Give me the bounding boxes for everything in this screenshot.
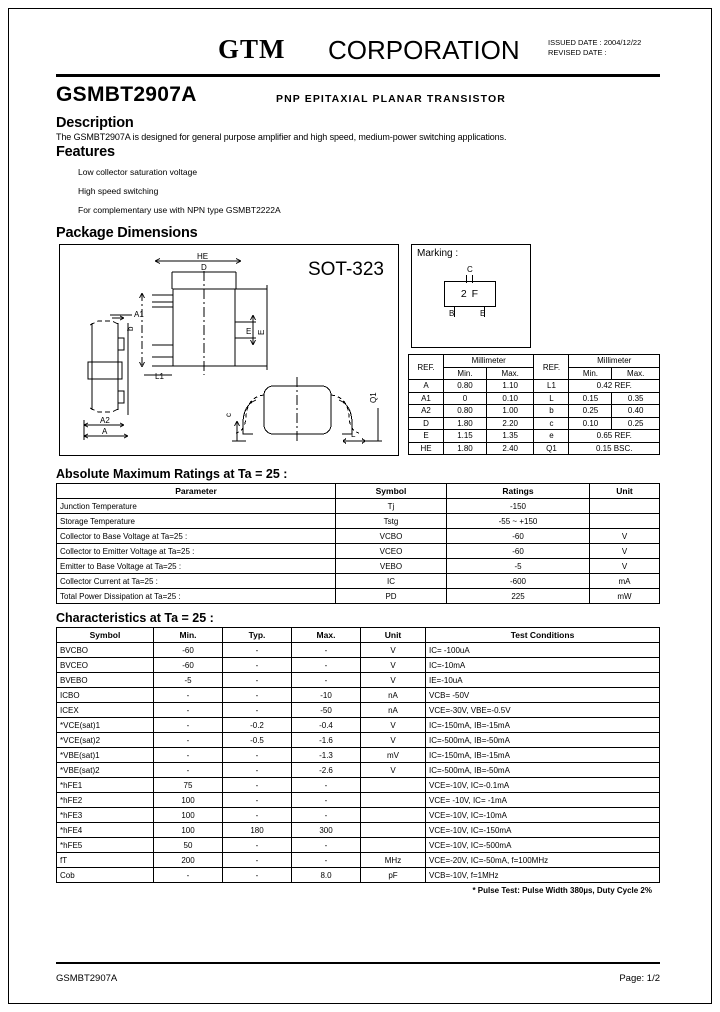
char-max: -50 <box>292 703 361 718</box>
char-min: - <box>154 748 223 763</box>
svg-text:Q1: Q1 <box>369 392 378 403</box>
dim-ref-header-left: REF. <box>409 355 444 380</box>
dim-min: 0.10 <box>569 417 612 430</box>
char-max: -1.6 <box>292 733 361 748</box>
rating-symbol: Tstg <box>336 514 447 529</box>
table-row <box>57 514 660 529</box>
char-max: -2.6 <box>292 763 361 778</box>
dim-max: 0.10 <box>486 392 534 405</box>
char-max: 300 <box>292 823 361 838</box>
rating-symbol: PD <box>336 589 447 604</box>
char-max: - <box>292 778 361 793</box>
table-row <box>57 658 660 673</box>
dim-min-header-right: Min. <box>569 367 612 380</box>
rating-symbol: IC <box>336 574 447 589</box>
footer-page-number: Page: 1/2 <box>619 973 660 984</box>
char-max: -10 <box>292 688 361 703</box>
rating-unit: V <box>590 559 660 574</box>
char-unit <box>361 778 426 793</box>
dim-ref: A <box>409 380 444 393</box>
column-header-unit: Unit <box>361 628 426 643</box>
dim-max: 2.20 <box>486 417 534 430</box>
column-header-symbol: Symbol <box>57 628 154 643</box>
char-typ: 180 <box>223 823 292 838</box>
svg-text:A: A <box>102 427 108 436</box>
rating-symbol: VEBO <box>336 559 447 574</box>
dim-min: 1.15 <box>444 430 487 443</box>
table-row <box>57 688 660 703</box>
dim-max: 0.35 <box>612 392 660 405</box>
dim-ref: A1 <box>409 392 444 405</box>
char-test-condition: IC=-150mA, IB=-15mA <box>426 748 660 763</box>
device-subtitle: PNP EPITAXIAL PLANAR TRANSISTOR <box>276 93 506 105</box>
dim-unit-header-left: Millimeter <box>444 355 534 368</box>
char-min: 100 <box>154 808 223 823</box>
char-test-condition: VCE=-10V, IC=-150mA <box>426 823 660 838</box>
column-header-max: Max. <box>292 628 361 643</box>
dim-min: 0 <box>444 392 487 405</box>
char-symbol: *VCE(sat)2 <box>57 733 154 748</box>
dim-min: 1.80 <box>444 442 487 455</box>
rating-parameter: Collector to Emitter Voltage at Ta=25 : <box>57 544 336 559</box>
table-row <box>57 673 660 688</box>
rating-unit: mA <box>590 574 660 589</box>
char-test-condition: VCB= -50V <box>426 688 660 703</box>
column-header-symbol: Symbol <box>336 484 447 499</box>
svg-text:b: b <box>126 326 135 331</box>
absolute-maximum-ratings-table <box>56 483 660 604</box>
rating-value: -600 <box>447 574 590 589</box>
char-min: - <box>154 868 223 883</box>
company-logo-text: GTM <box>218 34 286 64</box>
feature-item: Low collector saturation voltage <box>78 167 198 177</box>
char-test-condition: VCE=-10V, IC=-10mA <box>426 808 660 823</box>
table-header-row <box>57 484 660 499</box>
svg-text:E: E <box>246 327 252 336</box>
table-row <box>57 499 660 514</box>
char-min: -60 <box>154 643 223 658</box>
dim-min: 0.15 <box>569 392 612 405</box>
rating-unit: mW <box>590 589 660 604</box>
char-min: - <box>154 718 223 733</box>
char-test-condition: VCE=-10V, IC=-500mA <box>426 838 660 853</box>
table-row <box>57 718 660 733</box>
table-row <box>57 778 660 793</box>
table-row <box>409 392 660 405</box>
revised-date: REVISED DATE : <box>548 48 607 57</box>
rating-value: -60 <box>447 544 590 559</box>
pin-label-collector: C <box>467 265 473 274</box>
page-footer <box>56 973 660 984</box>
dim-ref-header-right: REF. <box>534 355 569 380</box>
rating-symbol: Tj <box>336 499 447 514</box>
char-unit <box>361 838 426 853</box>
char-symbol: *VCE(sat)1 <box>57 718 154 733</box>
pulse-test-note: * Pulse Test: Pulse Width 380µs, Duty Cycle 2% <box>472 886 652 895</box>
rating-parameter: Collector Current at Ta=25 : <box>57 574 336 589</box>
table-row <box>409 430 660 443</box>
char-test-condition: IC=-150mA, IB=-15mA <box>426 718 660 733</box>
char-symbol: *hFE3 <box>57 808 154 823</box>
dim-span: 0.42 REF. <box>569 380 660 393</box>
char-test-condition: IC= -100uA <box>426 643 660 658</box>
rating-unit: V <box>590 544 660 559</box>
table-row <box>57 793 660 808</box>
column-header-unit: Unit <box>590 484 660 499</box>
rating-unit: V <box>590 529 660 544</box>
char-test-condition: IC=-500mA, IB=-50mA <box>426 763 660 778</box>
char-max: -0.4 <box>292 718 361 733</box>
rating-parameter: Total Power Dissipation at Ta=25 : <box>57 589 336 604</box>
char-typ: - <box>223 703 292 718</box>
table-row <box>57 733 660 748</box>
char-unit: V <box>361 718 426 733</box>
features-heading: Features <box>56 144 115 160</box>
header-divider <box>56 74 660 77</box>
svg-text:L1: L1 <box>155 372 164 381</box>
svg-text:c: c <box>224 413 233 417</box>
table-row <box>57 763 660 778</box>
char-typ: -0.2 <box>223 718 292 733</box>
table-row <box>57 529 660 544</box>
char-symbol: BVCBO <box>57 643 154 658</box>
char-max: - <box>292 673 361 688</box>
char-typ: - <box>223 673 292 688</box>
char-max: - <box>292 658 361 673</box>
dim-ref: b <box>534 405 569 418</box>
table-row <box>57 853 660 868</box>
char-unit: V <box>361 643 426 658</box>
dim-span: 0.15 BSC. <box>569 442 660 455</box>
char-test-condition: VCE=-10V, IC=-0.1mA <box>426 778 660 793</box>
char-min: - <box>154 688 223 703</box>
char-symbol: BVEBO <box>57 673 154 688</box>
char-max: - <box>292 808 361 823</box>
marking-code: 2 F <box>444 281 496 307</box>
document-dates <box>548 38 641 58</box>
dim-max: 1.00 <box>486 405 534 418</box>
rating-parameter: Emitter to Base Voltage at Ta=25 : <box>57 559 336 574</box>
char-unit <box>361 808 426 823</box>
table-row <box>409 405 660 418</box>
rating-unit <box>590 514 660 529</box>
char-typ: -0.5 <box>223 733 292 748</box>
dim-max: 2.40 <box>486 442 534 455</box>
char-max: - <box>292 643 361 658</box>
pin-label-emitter: E <box>480 309 486 318</box>
char-test-condition: IC=-10mA <box>426 658 660 673</box>
char-symbol: *VBE(sat)1 <box>57 748 154 763</box>
dim-min-header-left: Min. <box>444 367 487 380</box>
feature-item: High speed switching <box>78 186 159 196</box>
char-typ: - <box>223 838 292 853</box>
table-row <box>57 823 660 838</box>
rating-symbol: VCEO <box>336 544 447 559</box>
dim-ref: c <box>534 417 569 430</box>
table-row <box>57 703 660 718</box>
issued-date: ISSUED DATE : 2004/12/22 <box>548 38 642 47</box>
dim-ref: HE <box>409 442 444 455</box>
char-typ: - <box>223 808 292 823</box>
rating-value: -55 ~ +150 <box>447 514 590 529</box>
company-name: CORPORATION <box>328 35 520 65</box>
char-symbol: BVCEO <box>57 658 154 673</box>
table-row <box>57 559 660 574</box>
char-typ: - <box>223 763 292 778</box>
package-drawing <box>59 244 399 456</box>
footer-part-number: GSMBT2907A <box>56 973 118 984</box>
char-min: - <box>154 763 223 778</box>
char-symbol: ICBO <box>57 688 154 703</box>
rating-unit <box>590 499 660 514</box>
char-max: -1.3 <box>292 748 361 763</box>
char-min: 200 <box>154 853 223 868</box>
char-unit <box>361 823 426 838</box>
char-min: - <box>154 733 223 748</box>
electrical-characteristics-table <box>56 627 660 883</box>
char-min: -60 <box>154 658 223 673</box>
char-min: -5 <box>154 673 223 688</box>
table-row <box>57 748 660 763</box>
char-max: - <box>292 793 361 808</box>
char-min: 50 <box>154 838 223 853</box>
rating-symbol: VCBO <box>336 529 447 544</box>
char-typ: - <box>223 793 292 808</box>
package-dimensions-heading: Package Dimensions <box>56 225 198 241</box>
table-header-row <box>57 628 660 643</box>
ratings-caption: Absolute Maximum Ratings at Ta = 25 : <box>56 467 288 481</box>
dim-span: 0.65 REF. <box>569 430 660 443</box>
dim-ref: E <box>409 430 444 443</box>
dim-max: 1.10 <box>486 380 534 393</box>
char-min: 75 <box>154 778 223 793</box>
char-min: - <box>154 703 223 718</box>
char-symbol: *hFE1 <box>57 778 154 793</box>
char-test-condition: IE=-10uA <box>426 673 660 688</box>
dim-min: 0.80 <box>444 380 487 393</box>
char-test-condition: VCE= -10V, IC= -1mA <box>426 793 660 808</box>
dim-max: 0.25 <box>612 417 660 430</box>
dim-ref: A2 <box>409 405 444 418</box>
package-section <box>56 244 660 460</box>
char-test-condition: IC=-500mA, IB=-50mA <box>426 733 660 748</box>
dim-unit-header-right: Millimeter <box>569 355 660 368</box>
char-typ: - <box>223 778 292 793</box>
column-header-test-conditions: Test Conditions <box>426 628 660 643</box>
dim-ref: L1 <box>534 380 569 393</box>
rating-parameter: Junction Temperature <box>57 499 336 514</box>
table-row <box>57 838 660 853</box>
table-row <box>57 808 660 823</box>
dim-ref: Q1 <box>534 442 569 455</box>
char-symbol: *hFE4 <box>57 823 154 838</box>
char-unit: V <box>361 733 426 748</box>
char-min: 100 <box>154 823 223 838</box>
char-unit: V <box>361 673 426 688</box>
svg-text:E: E <box>257 329 266 335</box>
dim-ref: L <box>534 392 569 405</box>
package-name-label: SOT-323 <box>307 259 384 280</box>
char-symbol: *hFE5 <box>57 838 154 853</box>
svg-text:A2: A2 <box>100 416 110 425</box>
char-test-condition: VCE=-20V, IC=-50mA, f=100MHz <box>426 853 660 868</box>
char-typ: - <box>223 748 292 763</box>
svg-text:A1: A1 <box>134 310 144 319</box>
feature-item: For complementary use with NPN type GSMBT2222A <box>78 205 281 215</box>
characteristics-caption: Characteristics at Ta = 25 : <box>56 611 214 625</box>
char-unit: nA <box>361 688 426 703</box>
rating-value: -5 <box>447 559 590 574</box>
char-unit: nA <box>361 703 426 718</box>
char-symbol: *hFE2 <box>57 793 154 808</box>
char-min: 100 <box>154 793 223 808</box>
description-heading: Description <box>56 115 134 131</box>
table-row <box>409 417 660 430</box>
table-row <box>57 643 660 658</box>
char-typ: - <box>223 868 292 883</box>
svg-text:D: D <box>201 263 207 272</box>
column-header-parameter: Parameter <box>57 484 336 499</box>
rating-value: -150 <box>447 499 590 514</box>
description-text: The GSMBT2907A is designed for general purpose amplifier and high speed, medium-power switching applications. <box>56 132 507 142</box>
char-max: - <box>292 838 361 853</box>
table-row <box>57 544 660 559</box>
char-symbol: ICEX <box>57 703 154 718</box>
title-row <box>56 83 660 113</box>
char-typ: - <box>223 658 292 673</box>
dim-max-header-left: Max. <box>486 367 534 380</box>
char-symbol: Cob <box>57 868 154 883</box>
dim-min: 0.80 <box>444 405 487 418</box>
rating-parameter: Collector to Base Voltage at Ta=25 : <box>57 529 336 544</box>
marking-label: Marking : <box>417 248 459 259</box>
char-test-condition: VCE=-30V, VBE=-0.5V <box>426 703 660 718</box>
table-header-row <box>409 355 660 368</box>
svg-text:HE: HE <box>197 252 209 261</box>
table-row <box>409 380 660 393</box>
dim-max: 0.40 <box>612 405 660 418</box>
char-unit: mV <box>361 748 426 763</box>
dim-ref: e <box>534 430 569 443</box>
char-unit: V <box>361 763 426 778</box>
table-row <box>57 589 660 604</box>
table-row <box>57 868 660 883</box>
page-title: GSMBT2907A <box>56 83 197 106</box>
column-header-ratings: Ratings <box>447 484 590 499</box>
svg-text:L: L <box>351 430 356 439</box>
page-content <box>56 32 660 895</box>
features-list <box>78 161 660 223</box>
footer-divider <box>56 962 660 964</box>
pin-label-base: B <box>449 309 455 318</box>
page-header <box>56 32 660 76</box>
char-typ: - <box>223 643 292 658</box>
dim-max-header-right: Max. <box>612 367 660 380</box>
char-typ: - <box>223 853 292 868</box>
char-max: - <box>292 853 361 868</box>
char-typ: - <box>223 688 292 703</box>
rating-value: -60 <box>447 529 590 544</box>
dim-min: 0.25 <box>569 405 612 418</box>
dim-min: 1.80 <box>444 417 487 430</box>
char-symbol: fT <box>57 853 154 868</box>
char-test-condition: VCB=-10V, f=1MHz <box>426 868 660 883</box>
column-header-typ: Typ. <box>223 628 292 643</box>
dim-ref: D <box>409 417 444 430</box>
char-unit: pF <box>361 868 426 883</box>
char-symbol: *VBE(sat)2 <box>57 763 154 778</box>
table-row <box>57 574 660 589</box>
rating-value: 225 <box>447 589 590 604</box>
char-max: 8.0 <box>292 868 361 883</box>
table-row <box>409 442 660 455</box>
dim-max: 1.35 <box>486 430 534 443</box>
rating-parameter: Storage Temperature <box>57 514 336 529</box>
char-unit: V <box>361 658 426 673</box>
marking-box <box>411 244 531 348</box>
char-unit <box>361 793 426 808</box>
column-header-min: Min. <box>154 628 223 643</box>
dimension-table <box>408 354 660 455</box>
char-unit: MHz <box>361 853 426 868</box>
